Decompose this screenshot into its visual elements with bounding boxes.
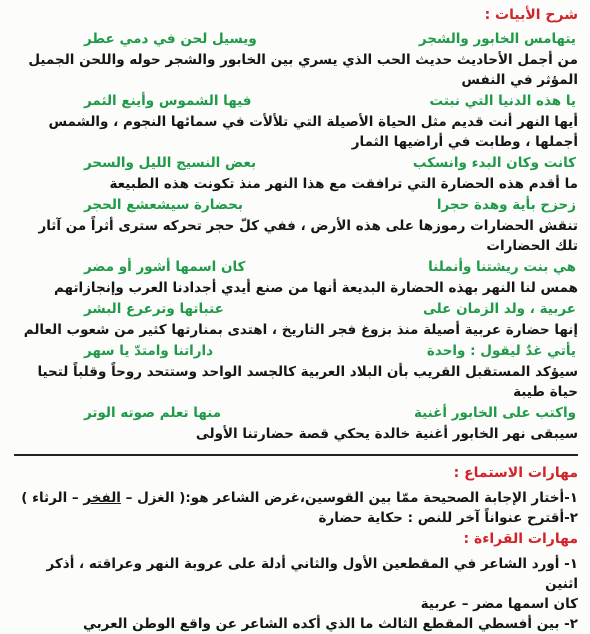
verse-block-2 — [14, 92, 578, 152]
section-divider — [14, 454, 578, 456]
verse-second-hemistich: منها تعلم صوته الوتر — [84, 405, 222, 421]
verse-explanation: همس لنا النهر بهذه الحضارة البديعة أنها من صنع أيدي أجدادنا العرب وإنجازاتهم — [53, 280, 578, 296]
verse-block-1 — [14, 30, 578, 90]
verse-second-hemistich: فيها الشموس وأينع الثمر — [84, 93, 252, 109]
reading-question-2: ٢- بين أفسطي المقطع الثالث ما الذي أكده الشاعر عن واقع الوطن العربي — [82, 616, 578, 632]
verse-second-hemistich: كان اسمها أشور أو مضر — [84, 259, 246, 275]
verse-second-hemistich: عتباتها وترعرع البشر — [84, 301, 224, 317]
listening-question-1 — [14, 488, 578, 508]
verse-explanation: ما أقدم هذه الحضارة التي ترافقت مع هذا النهر منذ تكونت هذه الطبيعة — [109, 176, 578, 192]
reading-question-1-answer: كان اسمها مضر – عربية — [420, 596, 578, 612]
verse-line — [14, 154, 578, 172]
verse-second-hemistich: داراتنا وامتدّ يا سهر — [84, 343, 214, 359]
verse-line — [14, 258, 578, 276]
verse-first-hemistich: كانت وكان البدء وانسكب — [412, 155, 576, 171]
verse-block-8 — [14, 404, 578, 444]
listening-question-2: ٢-أقترح عنواناً آخر للنص : حكاية حضارة — [318, 510, 578, 526]
verse-line — [14, 342, 578, 360]
verse-explanation: أيها النهر أنت قديم مثل الحياة الأصيلة التي تلألأت في سمائها النجوم ، والشمس أجملها ، وطابت في أراضيها الثمار — [48, 114, 578, 150]
verse-explanation: تنقش الحضارات رموزها على هذه الأرض ، ففي كلّ حجر تحركه سترى أثراً من آثار تلك الحضارات — [38, 218, 578, 254]
verse-line — [14, 404, 578, 422]
verse-explanation: سيبقى نهر الخابور أغنية خالدة يحكي قصة حضارتنا الأولى — [195, 426, 578, 442]
verse-second-hemistich: بعض النسيج الليل والسحر — [84, 155, 257, 171]
verse-line — [14, 196, 578, 214]
verse-line — [14, 92, 578, 110]
verse-line — [14, 300, 578, 318]
verse-first-hemistich: واكتب على الخابور أغنية — [413, 405, 576, 421]
verse-first-hemistich: يأتي غدٌ ليقول : واحدة — [426, 343, 576, 359]
correct-answer: الفخر — [83, 490, 121, 506]
question-text: ١-أختار الإجابة الصحيحة ممّا بين القوسين،غرض الشاعر هو:( الغزل – — [125, 490, 578, 506]
verse-first-hemistich: يتهامس الخابور والشجر — [418, 31, 576, 47]
verse-block-6 — [14, 300, 578, 340]
verse-block-4 — [14, 196, 578, 256]
verse-explanation: من أجمل الأحاديث حديث الحب الذي يسري بين الخابور والشجر حوله واللحن الجميل المؤثر في النفس — [28, 52, 578, 88]
verse-block-5 — [14, 258, 578, 298]
verse-explanation: إنها حضارة عربية أصيلة منذ بزوغ فجر التاريخ ، اهتدى بمنارتها كثير من شعوب العالم — [23, 322, 578, 338]
verse-first-hemistich: عربية ، ولد الزمان على — [422, 301, 576, 317]
question-text-end: – الرثاء ) — [21, 490, 79, 506]
reading-question-1: ١- أورد الشاعر في المقطعين الأول والثاني أدلة على عروبة النهر وعراقته ، أذكر اثنين — [46, 556, 578, 592]
explanation-heading: شرح الأبيات : — [484, 7, 578, 23]
listening-skills-heading: مهارات الاستماع : — [453, 465, 578, 481]
verse-first-hemistich: هي بنت ريشتنا وأنملنا — [428, 259, 576, 275]
verse-block-7 — [14, 342, 578, 402]
verse-explanation: سيؤكد المستقبل القريب بأن البلاد العربية كالجسد الواحد وستتحد روحاً وقلباً لتحيا حياة طيبة — [37, 364, 578, 400]
verse-block-3 — [14, 154, 578, 194]
verse-first-hemistich: زحزح بأية وهدة حجرا — [436, 197, 576, 213]
verse-first-hemistich: يا هذه الدنيا التي نبتت — [429, 93, 576, 109]
verse-second-hemistich: ويسيل لحن في دمي عطر — [84, 31, 257, 47]
verse-second-hemistich: بحضارة سيشعشع الحجر — [84, 197, 243, 213]
reading-skills-heading: مهارات القراءة : — [463, 531, 578, 547]
verse-line — [14, 30, 578, 48]
